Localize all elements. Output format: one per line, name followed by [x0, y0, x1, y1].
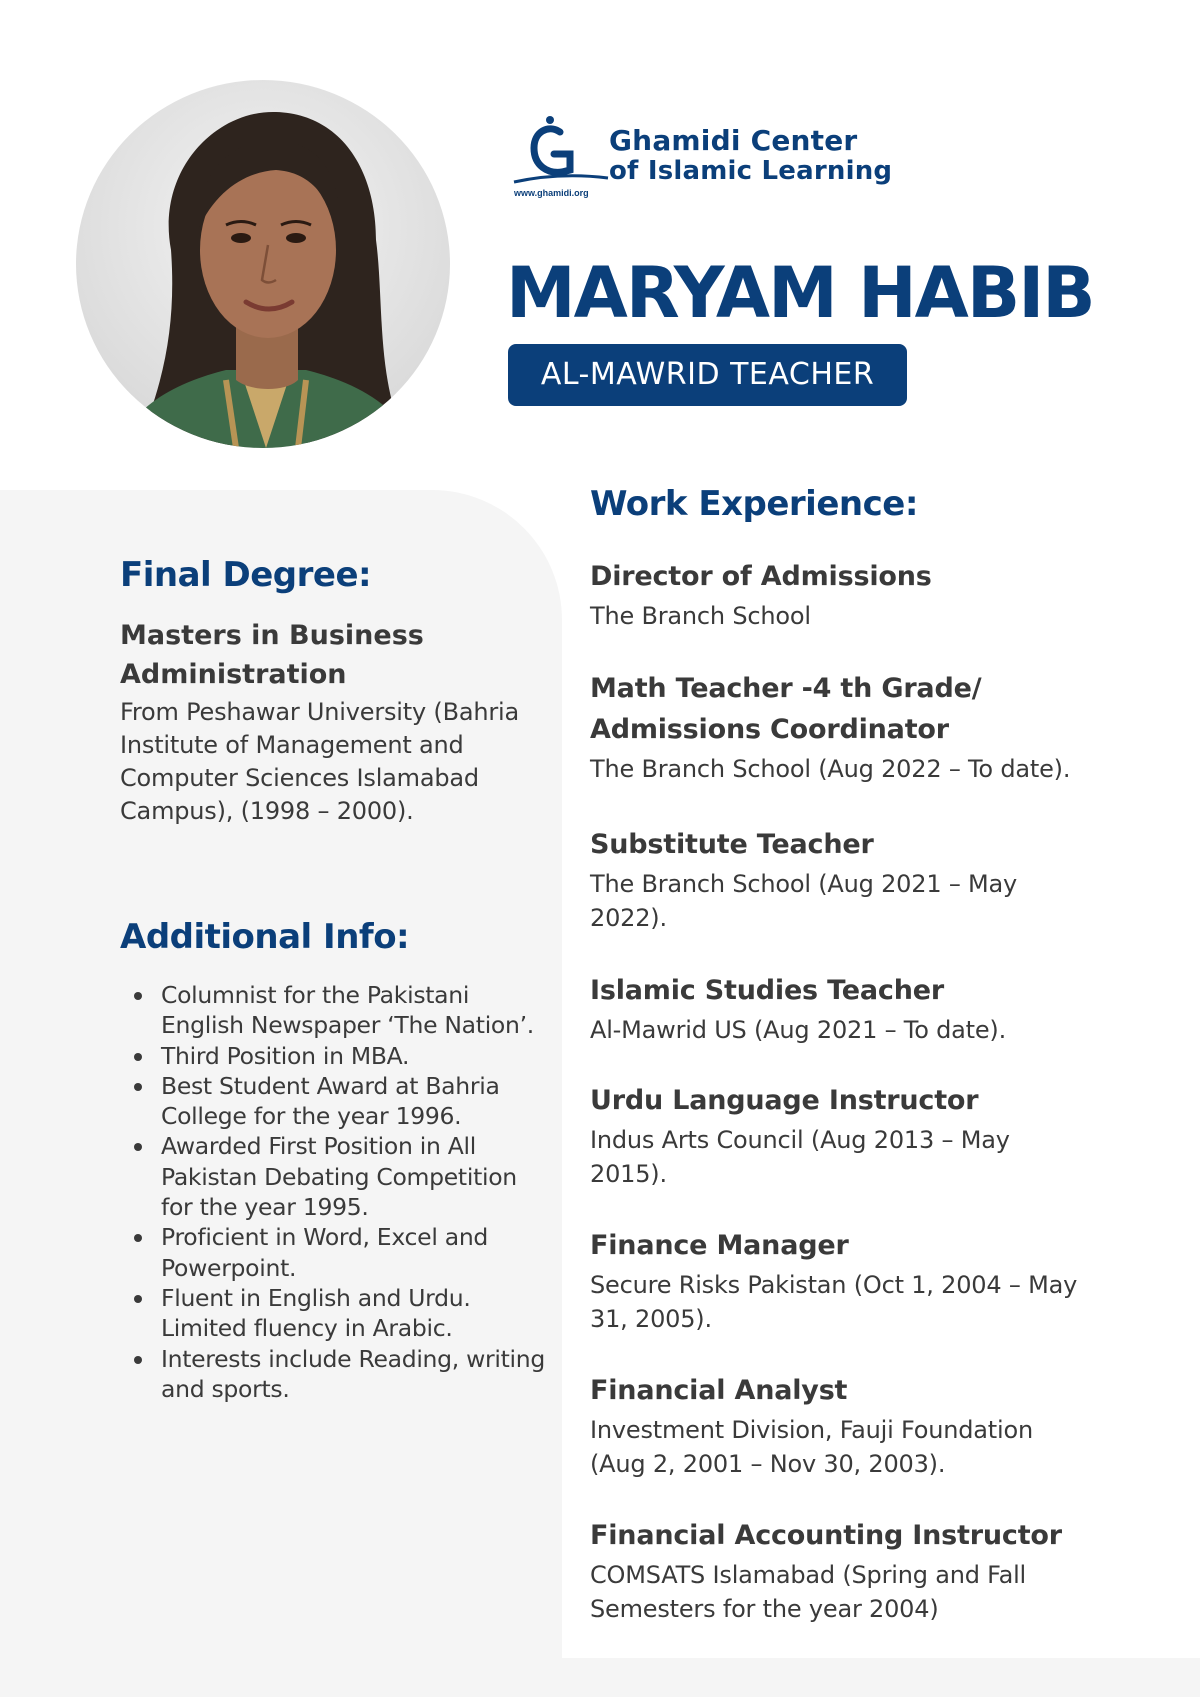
role-badge: AL-MAWRID TEACHER: [508, 344, 907, 406]
job-detail: The Branch School: [590, 602, 811, 630]
list-item: [130, 1071, 550, 1132]
job-title: Urdu Language Instructor: [590, 1085, 979, 1116]
list-item: [130, 1222, 550, 1283]
job-entry: [590, 668, 1071, 786]
ghamidi-logo: [512, 112, 893, 204]
final-degree-heading: Final Degree:: [120, 555, 372, 595]
job-detail: Secure Risks Pakistan (Oct 1, 2004 – May 31, 2005).: [590, 1271, 1078, 1333]
list-item-text: Best Student Award at Bahria College for the year 1996.: [161, 1071, 500, 1131]
list-item-text: Third Position in MBA.: [161, 1041, 410, 1070]
additional-info-heading: Additional Info:: [120, 917, 410, 957]
bullet-icon: [134, 1295, 142, 1303]
job-detail: The Branch School (Aug 2021 – May 2022).: [590, 870, 1018, 932]
list-item-text: Proficient in Word, Excel and Powerpoint.: [161, 1223, 489, 1282]
job-detail: Indus Arts Council (Aug 2013 – May 2015).: [590, 1126, 1010, 1188]
bullet-icon: [134, 1053, 142, 1061]
job-title: Math Teacher -4 th Grade/ Admissions Coordinator: [590, 673, 982, 745]
list-item-text: Awarded First Position in All Pakistan Debating Competition for the year 1995.: [161, 1132, 517, 1222]
logo-url: www.ghamidi.org: [514, 188, 589, 198]
job-entry: [590, 1370, 1060, 1481]
job-title: Financial Accounting Instructor: [590, 1520, 1062, 1551]
job-title: Financial Analyst: [590, 1375, 848, 1406]
bullet-icon: [134, 1356, 142, 1364]
bullet-icon: [134, 1083, 142, 1091]
bottom-strip-background: [562, 1658, 1200, 1697]
degree-title: [120, 616, 540, 694]
job-entry: [590, 556, 1110, 633]
job-detail: Al-Mawrid US (Aug 2021 – To date).: [590, 1016, 1007, 1044]
list-item: [130, 1344, 550, 1405]
job-detail: COMSATS Islamabad (Spring and Fall Semesters for the year 2004): [590, 1561, 1027, 1623]
degree-title-line-2: Administration: [120, 659, 347, 690]
degree-detail: From Peshawar University (Bahria Institute of Management and Computer Sciences Islamabad Campus), (1998 – 2000).: [120, 698, 520, 825]
job-title: Director of Admissions: [590, 561, 932, 592]
job-entry: [590, 970, 1110, 1047]
job-detail: The Branch School (Aug 2022 – To date).: [590, 755, 1071, 783]
list-item-text: Columnist for the Pakistani English Newspaper ‘The Nation’.: [161, 981, 534, 1040]
job-entry: [590, 1080, 1030, 1191]
job-detail: Investment Division, Fauji Foundation (Aug 2, 2001 – Nov 30, 2003).: [590, 1416, 1033, 1478]
list-item-text: Interests include Reading, writing and sports.: [161, 1344, 545, 1403]
degree-title-line-1: Masters in Business: [120, 620, 424, 651]
list-item: [130, 1283, 550, 1344]
list-item: [130, 980, 550, 1041]
job-title: Substitute Teacher: [590, 829, 874, 860]
person-name: MARYAM HABIB: [506, 252, 1094, 334]
work-experience-heading: Work Experience:: [590, 484, 918, 524]
additional-info-list: [130, 980, 550, 1404]
job-entry: [590, 824, 1030, 935]
job-title: Islamic Studies Teacher: [590, 975, 944, 1006]
list-item-text: Fluent in English and Urdu. Limited fluency in Arabic.: [161, 1283, 471, 1343]
bullet-icon: [134, 1234, 142, 1242]
logo-line-2: of Islamic Learning: [609, 156, 893, 186]
job-title: Finance Manager: [590, 1230, 849, 1261]
bullet-icon: [134, 1143, 142, 1151]
profile-photo: [76, 80, 450, 448]
logo-line-1: Ghamidi Center: [609, 124, 858, 157]
job-entry: [590, 1225, 1090, 1336]
list-item: [130, 1041, 550, 1071]
list-item: [130, 1131, 550, 1222]
bullet-icon: [134, 992, 142, 1000]
job-entry: [590, 1515, 1090, 1626]
